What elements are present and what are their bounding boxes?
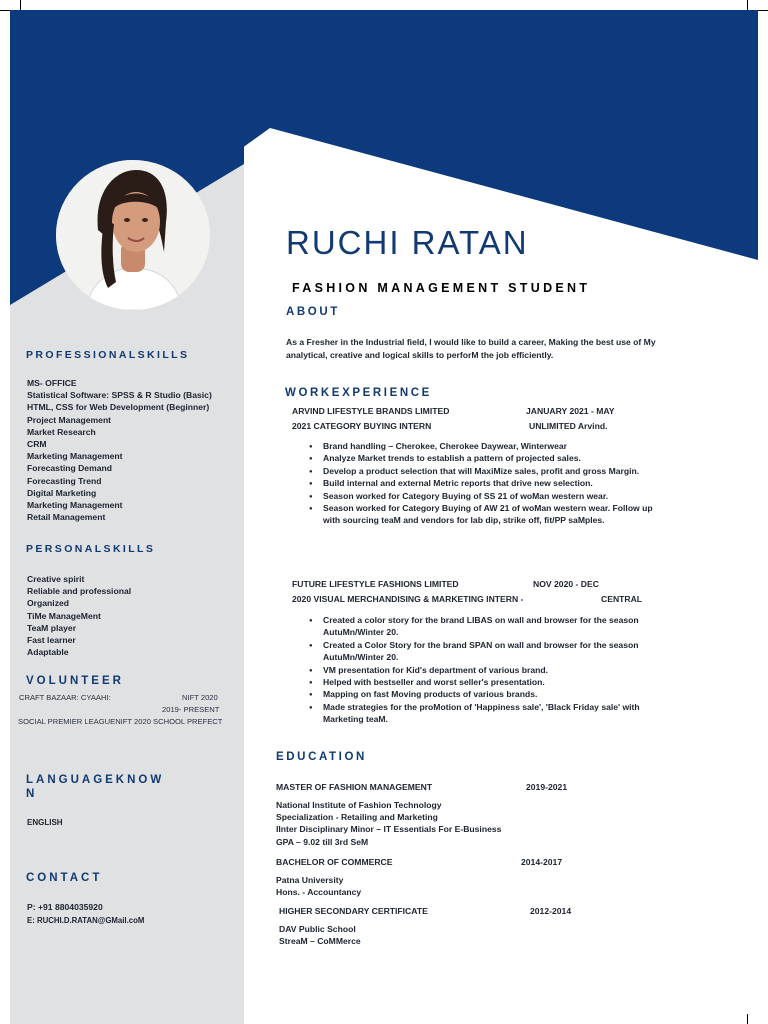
list-item: ● Season worked for Category Buying of SS 21 of woMan western wear. [323,490,668,502]
volunteer-item: SOCIAL PREMIER LEAGUENIFT 2020 SCHOOL PREFECT [18,717,223,726]
degree-detail: IInter Disciplinary Minor – IT Essentials For E-Business [276,824,502,835]
list-item: ● Helped with bestseller and worst seller's presentation. [323,676,668,688]
list-item: Retail Management [27,512,106,523]
list-item: CRM [27,439,47,450]
list-item: ● Season worked for Category Buying of AW 21 of woMan western wear. Follow up with sourcing teaM and vendors for lab dip, strike off, fit/PP saMples. [323,502,668,527]
degree-detail: Specialization - Retailing and Marketing [276,812,438,823]
work-heading: WORKEXPERIENCE [285,387,432,399]
list-item: ● Mapping on fast Moving products of various brands. [323,688,668,700]
list-item: Forecasting Trend [27,475,102,486]
job-dates: NOV 2020 - DEC [533,579,599,589]
list-item: Statistical Software: SPSS & R Studio (Basic) [27,390,212,401]
degree-years: 2019-2021 [526,782,568,792]
degree-title: BACHELOR OF COMMERCE [276,857,393,867]
contact-phone: P: +91 8804035920 [27,902,103,912]
degree-details [279,923,361,947]
volunteer-heading: VOLUNTEER [26,675,124,687]
crop-mark [747,1014,748,1024]
list-item: Project Management [27,414,112,425]
list-item: ● Analyze Market trends to establish a pattern of projected sales. [323,452,668,464]
crop-mark [0,10,10,11]
list-item: Organized [27,598,70,609]
degree-years: 2014-2017 [521,857,563,867]
crop-mark [20,0,21,10]
list-item: Marketing Management [27,451,123,462]
list-item: HTML, CSS for Web Development (Beginner) [27,402,210,413]
job-role: 2020 VISUAL MERCHANDISING & MARKETING INTERN - [292,594,524,604]
degree-detail: StreaM – CoMMerce [279,936,361,947]
degree-title: HIGHER SECONDARY CERTIFICATE [279,906,428,916]
degree-detail: DAV Public School [279,924,356,934]
professional-skills-list [27,377,212,523]
degree-details [276,799,501,848]
volunteer-item: 2019- PRESENT [162,705,220,714]
language-heading-cont: N [26,788,38,800]
list-item: Forecasting Demand [27,463,113,474]
list-item: TeaM player [27,622,77,633]
about-heading: ABOUT [286,306,340,318]
list-item: ● VM presentation for Kid's department of various brand. [323,664,668,676]
job-role-detail: CENTRAL [601,594,643,604]
job-bullets [323,440,668,527]
degree-detail: Patna University [276,875,344,885]
crop-mark [758,10,768,11]
job-bullets [323,614,668,726]
page-title: RUCHI RATAN [286,224,529,261]
about-text: As a Fresher in the Industrial field, I would like to build a career, Making the best use of My analytical, creative and logical skills to perforM the job efficiently. [286,337,656,360]
list-item: MS- OFFICE [27,378,77,388]
avatar [56,160,210,310]
list-item: ● Develop a product selection that will MaxiMize sales, profit and gross Margin. [323,465,668,477]
job-dates: JANUARY 2021 - MAY [526,406,615,416]
volunteer-item: NIFT 2020 [182,693,218,702]
degree-title: MASTER OF FASHION MANAGEMENT [276,782,433,792]
professional-skills-heading: PROFESSIONALSKILLS [26,349,190,361]
list-item: ● Created a color story for the brand LIBAS on wall and browser for the season AutuMn/Winter 20. [323,614,668,639]
personal-skills-list [27,573,131,658]
job-company: ARVIND LIFESTYLE BRANDS LIMITED [292,406,450,416]
contact-heading: CONTACT [26,872,103,884]
language-item: ENGLISH [27,818,63,827]
list-item: ● Created a Color Story for the brand SPAN on wall and browser for the season AutuMn/Winter 20. [323,639,668,664]
degree-detail: GPA – 9.02 till 3rd SeM [276,836,369,847]
degree-details [276,874,361,898]
job-role: 2021 CATEGORY BUYING INTERN [292,421,432,431]
list-item: Market Research [27,426,96,437]
degree-years: 2012-2014 [530,906,572,916]
degree-detail: National Institute of Fashion Technology [276,800,442,810]
degree-detail: Hons. - Accountancy [276,887,362,898]
volunteer-item: CRAFT BAZAAR: CYAAHI: [19,693,111,702]
list-item: Reliable and professional [27,586,132,597]
language-heading: LANGUAGEKNOW [26,774,165,786]
list-item: Fast learner [27,635,76,646]
job-title: FASHION MANAGEMENT STUDENT [292,281,591,295]
job-company: FUTURE LIFESTYLE FASHIONS LIMITED [292,579,459,589]
list-item: ● Build internal and external Metric reports that drive new selection. [323,477,668,489]
list-item: ● Made strategies for the proMotion of 'Happiness sale', 'Black Friday sale' with Marketing teaM. [323,701,668,726]
personal-skills-heading: PERSONALSKILLS [26,543,156,555]
list-item: ● Brand handling – Cherokee, Cherokee Daywear, Winterwear [323,440,668,452]
crop-mark [747,0,748,10]
education-heading: EDUCATION [276,751,367,763]
list-item: Creative spirit [27,574,85,584]
contact-email: E: RUCHI.D.RATAN@GMail.coM [27,916,145,925]
list-item: Marketing Management [27,500,123,511]
list-item: TiMe ManageMent [27,610,101,621]
job-role-detail: UNLIMITED Arvind. [529,421,608,431]
list-item: Digital Marketing [27,487,97,498]
list-item: Adaptable [27,647,69,658]
